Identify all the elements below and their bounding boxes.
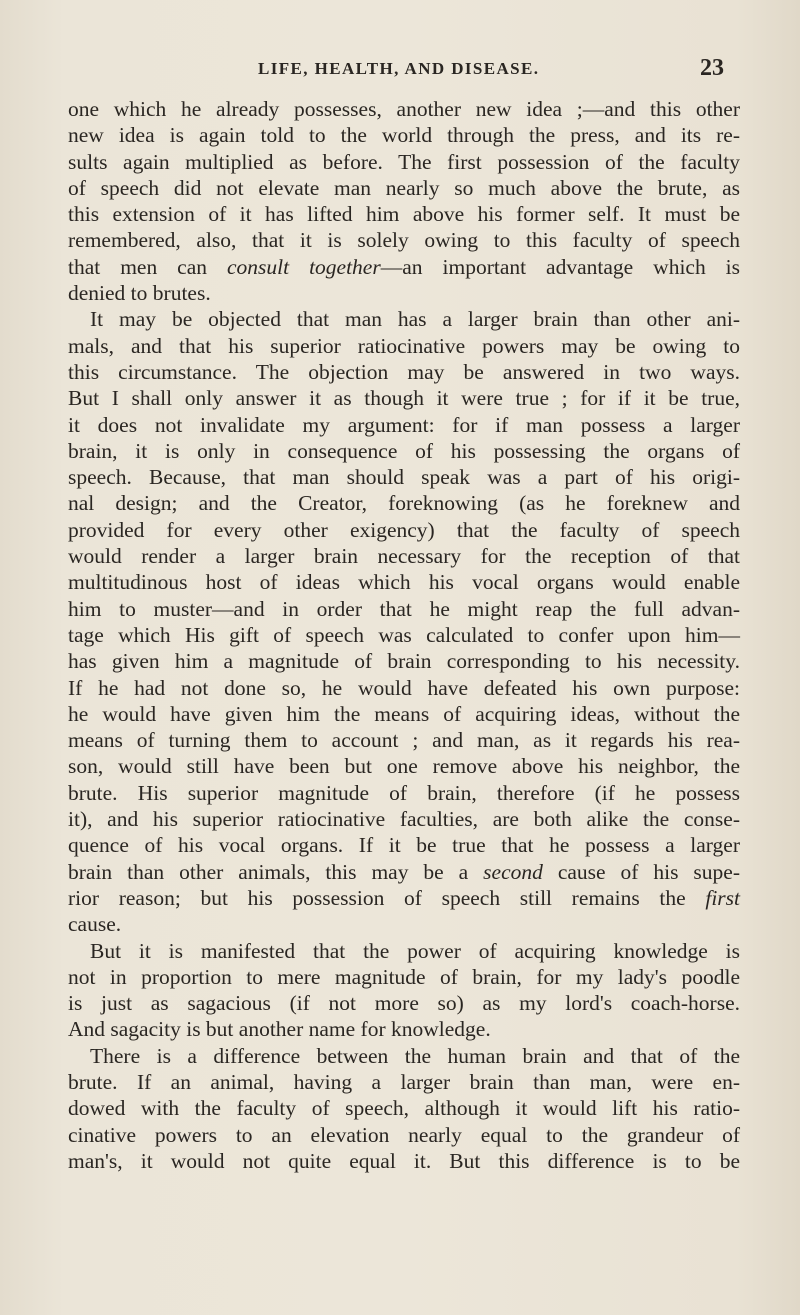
text-line bbox=[68, 964, 740, 990]
text-line bbox=[68, 753, 740, 779]
text-line bbox=[68, 648, 740, 674]
text-run: it does not invalidate my argument: for if man possess a larger bbox=[68, 412, 740, 437]
text-line bbox=[68, 832, 740, 858]
page-number: 23 bbox=[700, 55, 724, 81]
text-line bbox=[68, 675, 740, 701]
text-line bbox=[68, 1148, 740, 1174]
text-line bbox=[68, 806, 740, 832]
text-run: If he had not done so, he would have defeated his own purpose: bbox=[68, 675, 740, 700]
text-line bbox=[68, 96, 740, 122]
text-line bbox=[68, 490, 740, 516]
text-line bbox=[68, 596, 740, 622]
text-line bbox=[68, 122, 740, 148]
text-run: of speech did not elevate man nearly so much above the brute, as bbox=[68, 175, 740, 200]
text-run: But it is manifested that the power of acquiring knowledge is bbox=[90, 938, 740, 963]
text-line bbox=[68, 990, 740, 1016]
text-line bbox=[68, 333, 740, 359]
text-line bbox=[68, 1095, 740, 1121]
text-run: cause of his supe- bbox=[542, 859, 740, 884]
text-line bbox=[68, 1122, 740, 1148]
text-line bbox=[68, 175, 740, 201]
text-run: brute. If an animal, having a larger brain than man, were en- bbox=[68, 1069, 740, 1094]
text-line bbox=[68, 149, 740, 175]
text-run: tage which His gift of speech was calculated to confer upon him— bbox=[68, 622, 740, 647]
text-run: There is a difference between the human brain and that of the bbox=[90, 1043, 740, 1068]
text-line bbox=[68, 1069, 740, 1095]
text-line bbox=[68, 701, 740, 727]
text-run: And sagacity is but another name for knowledge. bbox=[68, 1017, 491, 1042]
text-run: brain than other animals, this may be a bbox=[68, 859, 484, 884]
text-line bbox=[68, 911, 740, 937]
text-run: dowed with the faculty of speech, although it would lift his ratio- bbox=[68, 1096, 740, 1121]
text-run: means of turning them to account ; and man, as it regards his rea- bbox=[68, 728, 740, 753]
text-run: —an important advantage which is bbox=[380, 254, 741, 279]
text-run: that men can bbox=[68, 254, 227, 279]
text-run: rior reason; but his possession of speech still remains the bbox=[68, 885, 706, 910]
text-run: provided for every other exigency) that the faculty of speech bbox=[68, 517, 740, 542]
text-run: not in proportion to mere magnitude of brain, for my lady's poodle bbox=[68, 964, 740, 989]
text-line bbox=[68, 359, 740, 385]
running-head bbox=[0, 56, 800, 86]
text-line bbox=[68, 464, 740, 490]
text-line bbox=[68, 727, 740, 753]
text-run: multitudinous host of ideas which his vocal organs would enable bbox=[68, 570, 740, 595]
text-line bbox=[68, 543, 740, 569]
text-run: would render a larger brain necessary for the reception of that bbox=[68, 544, 740, 569]
text-line bbox=[68, 438, 740, 464]
text-run: son, would still have been but one remove above his neighbor, the bbox=[68, 754, 740, 779]
text-line bbox=[68, 859, 740, 885]
text-line bbox=[68, 412, 740, 438]
text-run: brain, it is only in consequence of his possessing the organs of bbox=[68, 438, 740, 463]
text-line bbox=[68, 569, 740, 595]
text-line bbox=[68, 938, 740, 964]
text-run: nal design; and the Creator, foreknowing (as he foreknew and bbox=[68, 491, 740, 516]
text-line bbox=[68, 385, 740, 411]
text-line bbox=[68, 622, 740, 648]
text-line bbox=[68, 201, 740, 227]
italic-text: first bbox=[705, 885, 740, 910]
running-head-title: LIFE, HEALTH, AND DISEASE. bbox=[258, 59, 540, 78]
text-run: him to muster—and in order that he might reap the full advan- bbox=[68, 596, 740, 621]
text-run: quence of his vocal organs. If it be true that he possess a larger bbox=[68, 833, 740, 858]
body-text bbox=[68, 96, 740, 1174]
text-run: is just as sagacious (if not more so) as my lord's coach-horse. bbox=[68, 991, 740, 1016]
text-run: one which he already possesses, another new idea ;—and this other bbox=[68, 97, 740, 121]
text-line bbox=[68, 254, 740, 280]
text-run: new idea is again told to the world through the press, and its re- bbox=[68, 123, 740, 148]
text-line bbox=[68, 280, 740, 306]
italic-text: second bbox=[483, 859, 543, 884]
text-line bbox=[68, 780, 740, 806]
text-line bbox=[68, 306, 740, 332]
text-run: remembered, also, that it is solely owing to this faculty of speech bbox=[68, 228, 740, 253]
text-run: he would have given him the means of acquiring ideas, without the bbox=[68, 701, 740, 726]
text-line bbox=[68, 1016, 740, 1042]
text-run: sults again multiplied as before. The first possession of the faculty bbox=[68, 149, 740, 174]
text-run: brute. His superior magnitude of brain, therefore (if he possess bbox=[68, 780, 740, 805]
text-run: speech. Because, that man should speak was a part of his origi- bbox=[68, 465, 740, 490]
text-line bbox=[68, 885, 740, 911]
text-run: this circumstance. The objection may be answered in two ways. bbox=[68, 359, 740, 384]
italic-text: consult together bbox=[227, 254, 381, 279]
text-run: denied to brutes. bbox=[68, 281, 211, 306]
text-run: has given him a magnitude of brain corresponding to his necessity. bbox=[68, 649, 740, 674]
text-run: this extension of it has lifted him above his former self. It must be bbox=[68, 202, 740, 227]
text-line bbox=[68, 1043, 740, 1069]
text-line bbox=[68, 227, 740, 253]
text-line bbox=[68, 517, 740, 543]
text-run: cause. bbox=[68, 912, 122, 937]
text-run: cinative powers to an elevation nearly equal to the grandeur of bbox=[68, 1122, 740, 1147]
text-run: it), and his superior ratiocinative faculties, are both alike the conse- bbox=[68, 807, 740, 832]
text-run: man's, it would not quite equal it. But this difference is to be bbox=[68, 1148, 740, 1173]
text-run: But I shall only answer it as though it were true ; for if it be true, bbox=[68, 386, 740, 411]
text-run: mals, and that his superior ratiocinative powers may be owing to bbox=[68, 333, 740, 358]
text-run: It may be objected that man has a larger brain than other ani- bbox=[90, 307, 740, 332]
